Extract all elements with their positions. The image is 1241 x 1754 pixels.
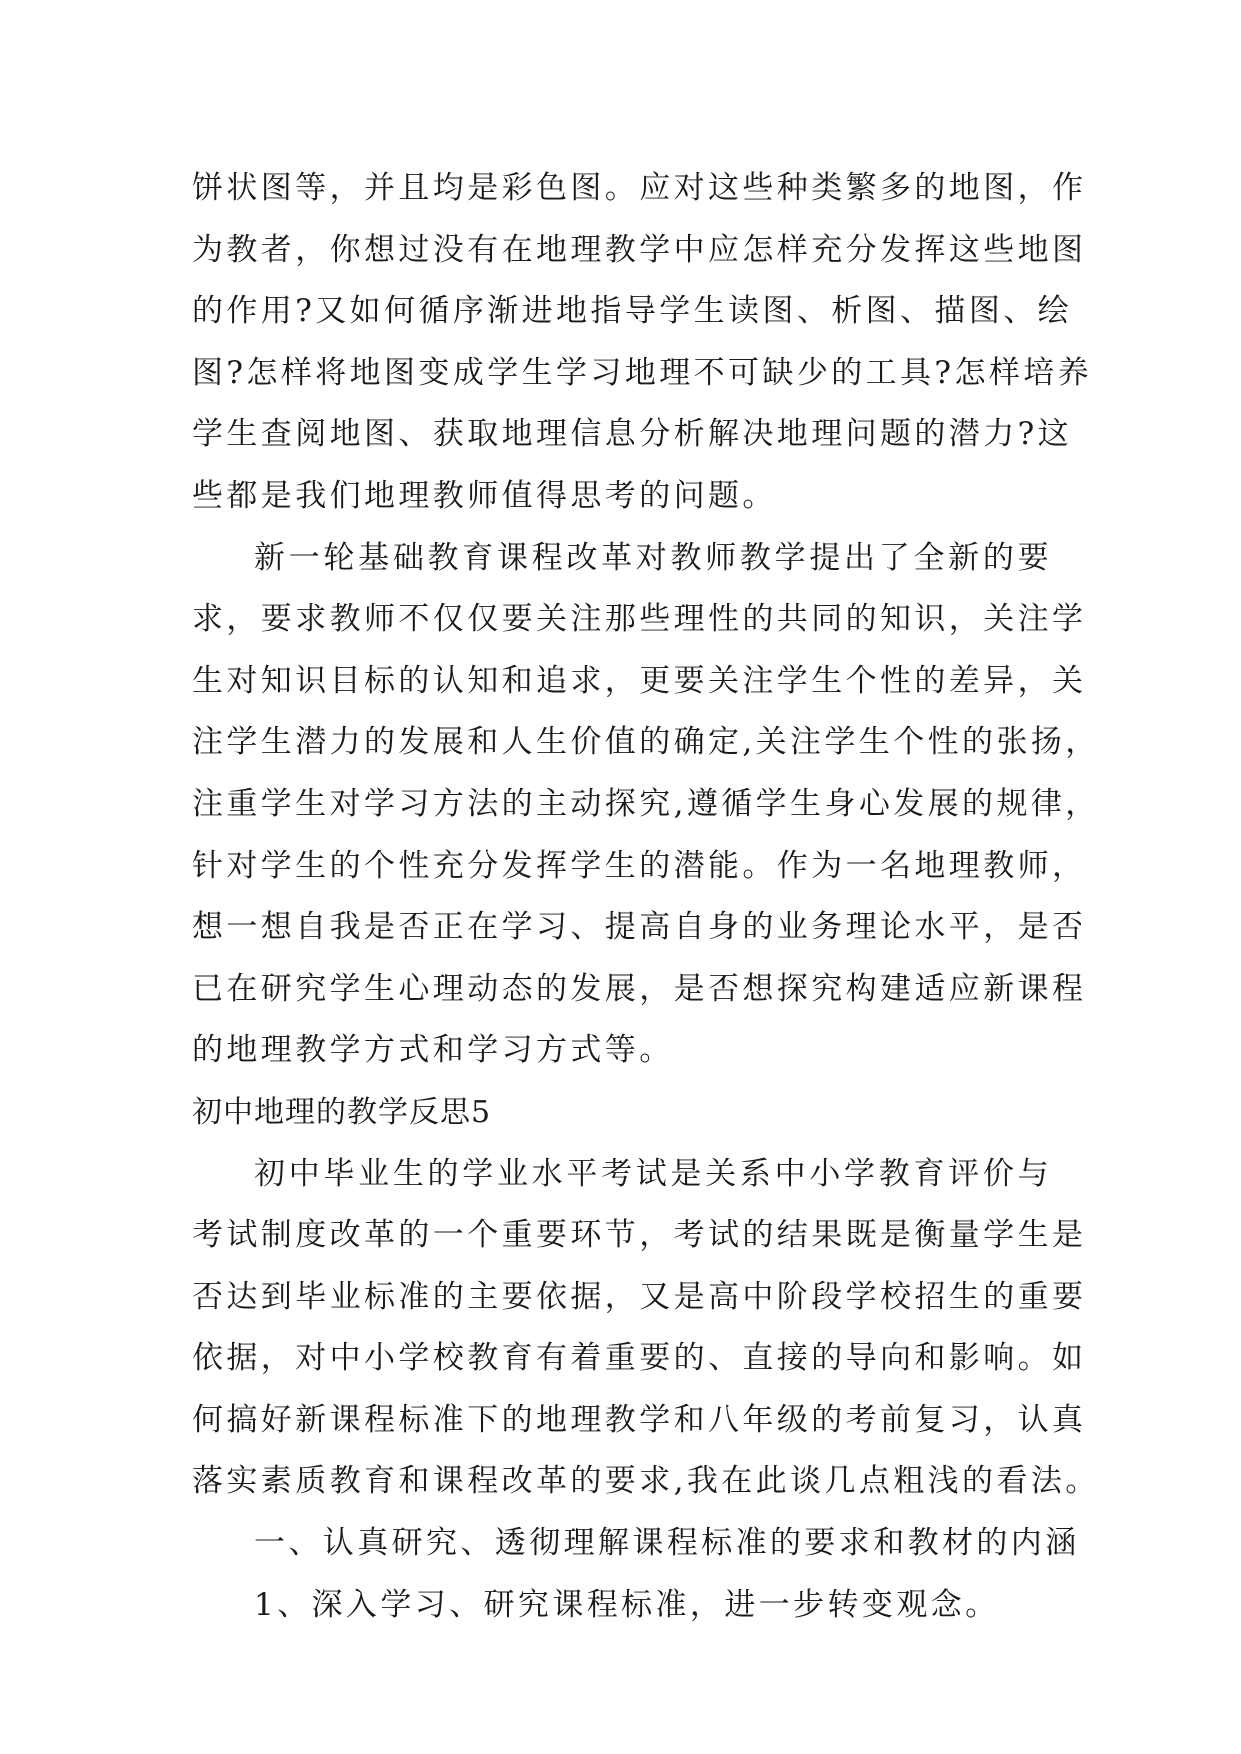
paragraph-line: 的地理教学方式和学习方式等。 [192, 1032, 674, 1069]
paragraph-line: 新一轮基础教育课程改革对教师教学提出了全新的要 [254, 539, 1052, 576]
paragraph-line: 注学生潜力的发展和人生价值的确定,关注学生个性的张扬， [192, 724, 1100, 761]
document-body [192, 158, 1100, 1636]
paragraph-line: 注重学生对学习方法的主动探究,遵循学生身心发展的规律， [192, 785, 1100, 822]
paragraph-line: 为教者，你想过没有在地理教学中应怎样充分发挥这些地图 [192, 231, 1087, 268]
paragraph-line: 落实素质教育和课程改革的要求,我在此谈几点粗浅的看法。 [192, 1463, 1100, 1500]
paragraph-line: 图?怎样将地图变成学生学习地理不可缺少的工具?怎样培养 [192, 354, 1093, 391]
paragraph-line: 一、认真研究、透彻理解课程标准的要求和教材的内涵 [254, 1525, 1080, 1562]
paragraph-line: 初中毕业生的学业水平考试是关系中小学教育评价与 [254, 1155, 1052, 1192]
paragraph-line: 生对知识目标的认知和追求，更要关注学生个性的差异，关 [192, 662, 1087, 699]
paragraph-line: 想一想自我是否正在学习、提高自身的业务理论水平，是否 [192, 909, 1087, 946]
paragraph-line: 已在研究学生心理动态的发展，是否想探究构建适应新课程 [192, 970, 1087, 1007]
paragraph-line: 否达到毕业标准的主要依据，又是高中阶段学校招生的重要 [192, 1278, 1087, 1315]
paragraph-line: 求，要求教师不仅仅要关注那些理性的共同的知识，关注学 [192, 601, 1087, 638]
paragraph-line: 的作用?又如何循序渐进地指导学生读图、析图、描图、绘 [192, 293, 1073, 330]
paragraph-line: 何搞好新课程标准下的地理教学和八年级的考前复习，认真 [192, 1401, 1087, 1438]
paragraph-line: 饼状图等，并且均是彩色图。应对这些种类繁多的地图，作 [192, 170, 1087, 206]
paragraph-line: 针对学生的个性充分发挥学生的潜能。作为一名地理教师， [192, 847, 1087, 884]
paragraph-line: 考试制度改革的一个重要环节，考试的结果既是衡量学生是 [192, 1217, 1087, 1254]
paragraph-line: 学生查阅地图、获取地理信息分析解决地理问题的潜力?这 [192, 416, 1073, 453]
paragraph-line: 1、深入学习、研究课程标准，进一步转变观念。 [254, 1586, 1000, 1623]
paragraph-line: 依据，对中小学校教育有着重要的、直接的导向和影响。如 [192, 1340, 1087, 1377]
paragraph-line: 些都是我们地理教师值得思考的问题。 [192, 477, 777, 514]
section-heading: 初中地理的教学反思5 [192, 1094, 492, 1130]
